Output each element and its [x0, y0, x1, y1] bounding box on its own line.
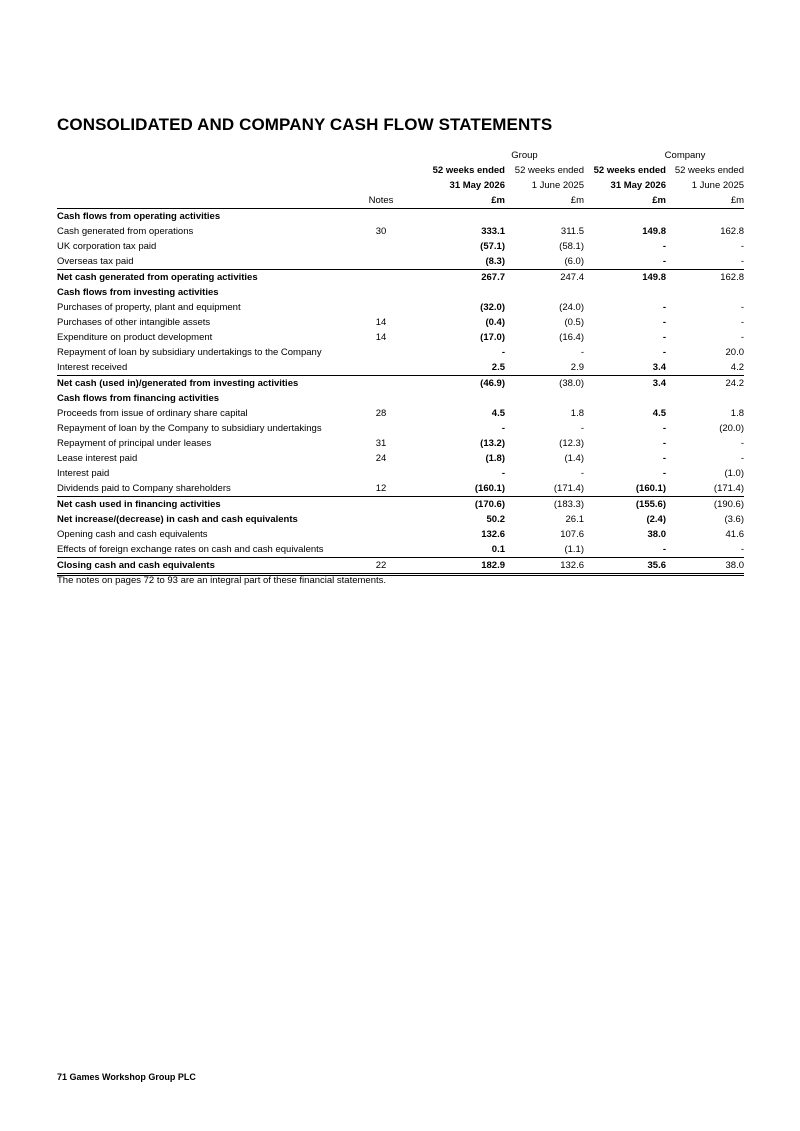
- table-row: [57, 330, 744, 345]
- table-row: [57, 527, 744, 542]
- value-cell-col2: -: [580, 347, 584, 358]
- table-row: [57, 542, 744, 558]
- value-cell-col3: (2.4): [646, 514, 666, 525]
- value-cell-col4: (190.6): [713, 499, 745, 510]
- company-header: Company: [664, 150, 706, 161]
- value-cell-col3: (160.1): [584, 481, 666, 497]
- row-label: Repayment of loan by the Company to subsidiary undertakings: [57, 423, 322, 434]
- row-note: [357, 300, 405, 315]
- table-row: [57, 481, 744, 497]
- row-note: 31: [375, 438, 387, 449]
- row-note: 14: [375, 317, 387, 328]
- col4-period: 52 weeks ended: [674, 165, 745, 176]
- value-cell-col4: (1.0): [724, 468, 745, 479]
- section-heading-row: [57, 285, 744, 300]
- value-cell-col3: -: [662, 438, 666, 449]
- value-cell-col1: (32.0): [480, 302, 505, 313]
- value-cell-col2: (183.3): [553, 499, 584, 510]
- page-footer: 71 Games Workshop Group PLC: [57, 1072, 196, 1082]
- row-label: Repayment of principal under leases: [57, 438, 212, 449]
- table-row: [57, 436, 744, 451]
- value-cell-col4: 162.8: [720, 226, 745, 237]
- value-cell-col3: -: [662, 302, 666, 313]
- header-row-unit: [57, 193, 744, 209]
- value-cell-col2: 107.6: [560, 529, 584, 540]
- row-label: Net cash (used in)/generated from investing activities: [57, 378, 299, 389]
- row-note: [357, 542, 405, 558]
- col2-period: 52 weeks ended: [514, 165, 584, 176]
- value-cell-col1: 2.5: [405, 360, 505, 376]
- row-label: Repayment of loan by subsidiary undertakings to the Company: [57, 347, 322, 358]
- row-label: Lease interest paid: [57, 453, 138, 464]
- row-label: Cash flows from investing activities: [57, 287, 219, 298]
- value-cell-col1: (0.4): [485, 317, 505, 328]
- value-cell-col3: -: [662, 332, 666, 343]
- col1-date: 31 May 2026: [449, 180, 505, 191]
- value-cell-col3: -: [662, 317, 666, 328]
- row-label: Effects of foreign exchange rates on cash and cash equivalents: [57, 542, 357, 558]
- row-note: [357, 285, 405, 300]
- row-note: [357, 345, 405, 360]
- row-note: [357, 270, 405, 286]
- section-heading-row: [57, 391, 744, 406]
- value-cell-col2: 311.5: [560, 226, 584, 237]
- value-cell-col2: -: [580, 468, 584, 479]
- value-cell-col4: 162.8: [720, 272, 745, 283]
- value-cell-col1: 267.7: [481, 272, 505, 283]
- row-label: Net cash used in financing activities: [57, 499, 221, 510]
- value-cell-col2: (12.3): [559, 438, 584, 449]
- value-cell-col4: (3.6): [724, 514, 745, 525]
- value-cell-col4: -: [666, 542, 744, 558]
- col3-date: 31 May 2026: [610, 180, 666, 191]
- col4-date: 1 June 2025: [691, 180, 745, 191]
- row-label: UK corporation tax paid: [57, 241, 157, 252]
- notes-header: Notes: [357, 193, 405, 209]
- value-cell-col2: (1.4): [564, 453, 584, 464]
- cash-flow-table: [57, 148, 744, 576]
- value-cell-col4: 4.2: [666, 360, 744, 376]
- row-note: [357, 376, 405, 392]
- value-cell-col3: -: [662, 241, 666, 252]
- value-cell-col1: (1.8): [485, 453, 505, 464]
- value-cell-col1: (13.2): [480, 438, 505, 449]
- value-cell-col1: (57.1): [480, 241, 505, 252]
- table-row: [57, 466, 744, 481]
- value-cell-col3: [584, 209, 666, 225]
- value-cell-col1: (17.0): [480, 332, 505, 343]
- total-row: [57, 376, 744, 392]
- value-cell-col3: -: [662, 468, 666, 479]
- row-label: Net cash generated from operating activities: [57, 272, 258, 283]
- value-cell-col2: [505, 285, 584, 300]
- table-row: [57, 254, 744, 270]
- row-note: 30: [375, 226, 387, 237]
- value-cell-col4: 24.2: [725, 378, 745, 389]
- value-cell-col1: -: [501, 347, 505, 358]
- row-label: Closing cash and cash equivalents: [57, 558, 357, 575]
- value-cell-col3: (155.6): [635, 499, 666, 510]
- group-header: Group: [511, 150, 538, 161]
- col1-period: 52 weeks ended: [432, 165, 505, 176]
- value-cell-col3: [584, 285, 666, 300]
- row-note: [357, 421, 405, 436]
- value-cell-col4: [666, 285, 744, 300]
- value-cell-col4: -: [740, 332, 745, 343]
- value-cell-col4: 20.0: [725, 347, 745, 358]
- value-cell-col1: 0.1: [405, 542, 505, 558]
- value-cell-col4: (20.0): [719, 423, 745, 434]
- value-cell-col2: 132.6: [505, 558, 584, 575]
- value-cell-col3: 149.8: [642, 272, 666, 283]
- table-row: [57, 406, 744, 421]
- table-row: [57, 451, 744, 466]
- value-cell-col2: (1.1): [505, 542, 584, 558]
- col3-unit: £m: [584, 193, 666, 209]
- value-cell-col1: [405, 285, 505, 300]
- value-cell-col3: -: [584, 254, 666, 270]
- value-cell-col1: (46.9): [480, 378, 505, 389]
- row-note: [357, 527, 405, 542]
- header-row-date: [57, 178, 744, 193]
- col4-unit: £m: [666, 193, 744, 209]
- value-cell-col2: (16.4): [559, 332, 584, 343]
- value-cell-col3: 38.0: [647, 529, 666, 540]
- row-note: [357, 254, 405, 270]
- value-cell-col3: -: [662, 453, 666, 464]
- value-cell-col2: (38.0): [559, 378, 584, 389]
- row-note: 24: [375, 453, 387, 464]
- table-row: [57, 224, 744, 239]
- value-cell-col2: (171.4): [505, 481, 584, 497]
- value-cell-col3: 35.6: [584, 558, 666, 575]
- col2-date: 1 June 2025: [531, 180, 584, 191]
- value-cell-col1: 182.9: [405, 558, 505, 575]
- row-label: Cash generated from operations: [57, 226, 194, 237]
- value-cell-col1: 4.5: [491, 408, 505, 419]
- row-note: [357, 497, 405, 513]
- value-cell-col1: [405, 391, 505, 406]
- table-row: [57, 512, 744, 527]
- total-row: [57, 270, 744, 286]
- col3-period: 52 weeks ended: [593, 165, 666, 176]
- total-row: [57, 558, 744, 575]
- value-cell-col2: (0.5): [564, 317, 584, 328]
- table-row: [57, 345, 744, 360]
- row-note: [357, 239, 405, 254]
- value-cell-col3: 3.4: [652, 378, 666, 389]
- table-row: [57, 239, 744, 254]
- footnote: The notes on pages 72 to 93 are an integral part of these financial statements.: [57, 575, 387, 586]
- value-cell-col2: 2.9: [505, 360, 584, 376]
- value-cell-col2: 26.1: [565, 514, 584, 525]
- value-cell-col4: -: [740, 302, 745, 313]
- value-cell-col2: [505, 209, 584, 225]
- col2-unit: £m: [505, 193, 584, 209]
- row-note: [357, 391, 405, 406]
- value-cell-col1: -: [501, 423, 505, 434]
- value-cell-col4: 41.6: [725, 529, 745, 540]
- row-label: Dividends paid to Company shareholders: [57, 481, 357, 497]
- value-cell-col2: 1.8: [570, 408, 584, 419]
- value-cell-col1: (170.6): [474, 499, 505, 510]
- row-label: Interest paid: [57, 468, 110, 479]
- value-cell-col1: [405, 209, 505, 225]
- value-cell-col4: -: [740, 241, 745, 252]
- row-note: [357, 209, 405, 225]
- table-row: [57, 315, 744, 330]
- row-note: [357, 512, 405, 527]
- header-row-group: [57, 148, 744, 163]
- value-cell-col2: 247.4: [560, 272, 584, 283]
- value-cell-col2: (6.0): [505, 254, 584, 270]
- value-cell-col1: (8.3): [405, 254, 505, 270]
- value-cell-col3: [584, 391, 666, 406]
- value-cell-col2: [505, 391, 584, 406]
- row-label: Purchases of other intangible assets: [57, 317, 211, 328]
- page-title: CONSOLIDATED AND COMPANY CASH FLOW STATEMENTS: [57, 115, 553, 134]
- value-cell-col2: (58.1): [559, 241, 584, 252]
- value-cell-col1: 333.1: [481, 226, 505, 237]
- value-cell-col4: -: [740, 438, 745, 449]
- row-label: Proceeds from issue of ordinary share capital: [57, 408, 248, 419]
- value-cell-col4: 1.8: [730, 408, 745, 419]
- row-note: 14: [375, 332, 387, 343]
- table-row: [57, 360, 744, 376]
- row-note: [357, 360, 405, 376]
- section-heading-row: [57, 209, 744, 225]
- value-cell-col1: 50.2: [486, 514, 505, 525]
- value-cell-col3: 149.8: [642, 226, 666, 237]
- value-cell-col3: -: [662, 347, 666, 358]
- row-label: Interest received: [57, 360, 357, 376]
- row-label: Overseas tax paid: [57, 254, 357, 270]
- value-cell-col4: 38.0: [666, 558, 744, 575]
- row-label: Purchases of property, plant and equipment: [57, 302, 241, 313]
- value-cell-col1: 132.6: [481, 529, 505, 540]
- value-cell-col4: [666, 391, 744, 406]
- value-cell-col4: -: [740, 453, 745, 464]
- table-row: [57, 421, 744, 436]
- row-label: Net increase/(decrease) in cash and cash equivalents: [57, 514, 298, 525]
- total-row: [57, 497, 744, 513]
- value-cell-col1: (160.1): [405, 481, 505, 497]
- row-note: 28: [375, 408, 387, 419]
- table-row: [57, 300, 744, 315]
- value-cell-col2: -: [580, 423, 584, 434]
- value-cell-col4: [666, 209, 744, 225]
- row-note: [357, 466, 405, 481]
- header-row-period: [57, 163, 744, 178]
- row-note: 12: [357, 481, 405, 497]
- row-note: 22: [357, 558, 405, 575]
- value-cell-col3: -: [662, 423, 666, 434]
- value-cell-col4: -: [666, 254, 744, 270]
- value-cell-col1: -: [501, 468, 505, 479]
- col1-unit: £m: [405, 193, 505, 209]
- value-cell-col3: -: [584, 542, 666, 558]
- value-cell-col2: (24.0): [559, 302, 584, 313]
- row-label: Cash flows from financing activities: [57, 393, 220, 404]
- value-cell-col3: 4.5: [652, 408, 666, 419]
- row-label: Opening cash and cash equivalents: [57, 529, 208, 540]
- row-label: Cash flows from operating activities: [57, 211, 221, 222]
- value-cell-col3: 3.4: [584, 360, 666, 376]
- row-label: Expenditure on product development: [57, 332, 213, 343]
- value-cell-col4: -: [740, 317, 745, 328]
- value-cell-col4: (171.4): [666, 481, 744, 497]
